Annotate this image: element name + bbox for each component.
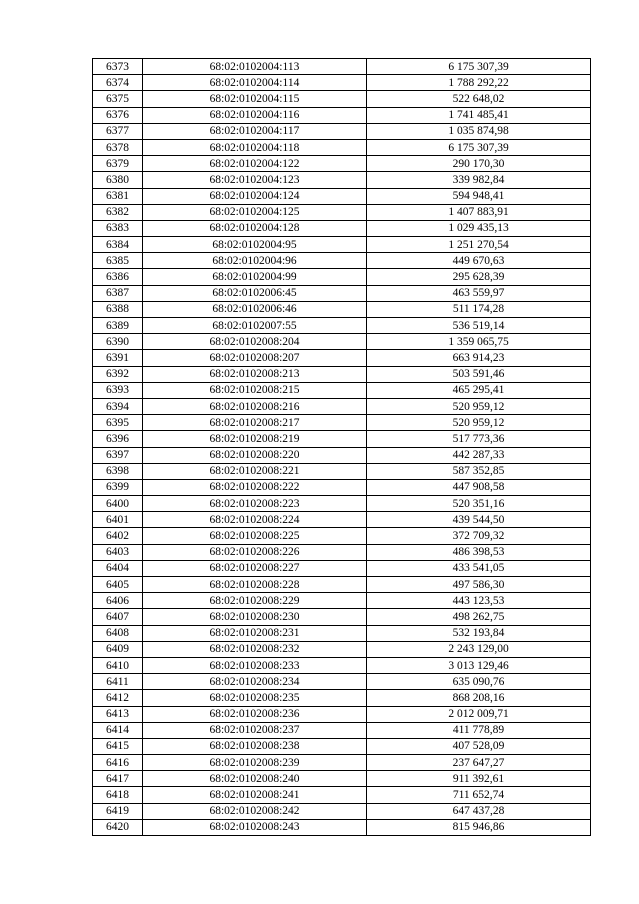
table-row	[93, 771, 591, 787]
cadastral-value-cell: 517 773,36	[367, 431, 591, 447]
table-row	[93, 463, 591, 479]
row-number-cell: 6401	[93, 512, 143, 528]
row-number-cell: 6403	[93, 544, 143, 560]
cadastral-number-cell: 68:02:0102004:122	[143, 156, 367, 172]
cadastral-number-cell: 68:02:0102008:215	[143, 382, 367, 398]
table-row	[93, 107, 591, 123]
table-row	[93, 253, 591, 269]
row-number-cell: 6396	[93, 431, 143, 447]
cadastral-value-cell: 449 670,63	[367, 253, 591, 269]
cadastral-number-cell: 68:02:0102006:45	[143, 285, 367, 301]
cadastral-number-cell: 68:02:0102008:229	[143, 593, 367, 609]
row-number-cell: 6391	[93, 350, 143, 366]
row-number-cell: 6402	[93, 528, 143, 544]
row-number-cell: 6380	[93, 172, 143, 188]
table-row	[93, 123, 591, 139]
row-number-cell: 6392	[93, 366, 143, 382]
cadastral-value-cell: 407 528,09	[367, 738, 591, 754]
cadastral-value-cell: 1 251 270,54	[367, 237, 591, 253]
cadastral-value-cell: 339 982,84	[367, 172, 591, 188]
cadastral-number-cell: 68:02:0102008:236	[143, 706, 367, 722]
row-number-cell: 6382	[93, 204, 143, 220]
cadastral-value-cell: 868 208,16	[367, 690, 591, 706]
cadastral-value-cell: 520 959,12	[367, 398, 591, 414]
table-row	[93, 593, 591, 609]
table-row	[93, 803, 591, 819]
table-row	[93, 301, 591, 317]
cadastral-number-cell: 68:02:0102008:222	[143, 479, 367, 495]
cadastral-number-cell: 68:02:0102004:117	[143, 123, 367, 139]
cadastral-value-cell: 587 352,85	[367, 463, 591, 479]
table-body	[93, 59, 591, 836]
row-number-cell: 6385	[93, 253, 143, 269]
cadastral-value-cell: 465 295,41	[367, 382, 591, 398]
cadastral-number-cell: 68:02:0102004:118	[143, 139, 367, 155]
table-row	[93, 528, 591, 544]
cadastral-number-cell: 68:02:0102008:228	[143, 577, 367, 593]
cadastral-number-cell: 68:02:0102008:223	[143, 496, 367, 512]
cadastral-value-cell: 2 012 009,71	[367, 706, 591, 722]
row-number-cell: 6418	[93, 787, 143, 803]
table-row	[93, 318, 591, 334]
table-row	[93, 479, 591, 495]
cadastral-value-cell: 3 013 129,46	[367, 657, 591, 673]
cadastral-number-cell: 68:02:0102008:217	[143, 415, 367, 431]
table-row	[93, 382, 591, 398]
row-number-cell: 6381	[93, 188, 143, 204]
cadastral-number-cell: 68:02:0102008:231	[143, 625, 367, 641]
cadastral-number-cell: 68:02:0102004:125	[143, 204, 367, 220]
row-number-cell: 6419	[93, 803, 143, 819]
table-row	[93, 706, 591, 722]
table-row	[93, 447, 591, 463]
table-row	[93, 609, 591, 625]
row-number-cell: 6413	[93, 706, 143, 722]
row-number-cell: 6378	[93, 139, 143, 155]
table-row	[93, 59, 591, 75]
row-number-cell: 6376	[93, 107, 143, 123]
cadastral-value-cell: 1 741 485,41	[367, 107, 591, 123]
cadastral-value-cell: 497 586,30	[367, 577, 591, 593]
cadastral-number-cell: 68:02:0102008:243	[143, 819, 367, 835]
row-number-cell: 6393	[93, 382, 143, 398]
cadastral-number-cell: 68:02:0102008:216	[143, 398, 367, 414]
row-number-cell: 6388	[93, 301, 143, 317]
cadastral-value-cell: 290 170,30	[367, 156, 591, 172]
cadastral-number-cell: 68:02:0102008:240	[143, 771, 367, 787]
cadastral-value-cell: 443 123,53	[367, 593, 591, 609]
cadastral-number-cell: 68:02:0102008:213	[143, 366, 367, 382]
row-number-cell: 6398	[93, 463, 143, 479]
row-number-cell: 6414	[93, 722, 143, 738]
cadastral-number-cell: 68:02:0102008:207	[143, 350, 367, 366]
cadastral-number-cell: 68:02:0102004:95	[143, 237, 367, 253]
cadastral-value-cell: 439 544,50	[367, 512, 591, 528]
cadastral-number-cell: 68:02:0102008:227	[143, 560, 367, 576]
table-row	[93, 431, 591, 447]
cadastral-number-cell: 68:02:0102004:96	[143, 253, 367, 269]
row-number-cell: 6407	[93, 609, 143, 625]
row-number-cell: 6387	[93, 285, 143, 301]
row-number-cell: 6390	[93, 334, 143, 350]
row-number-cell: 6411	[93, 674, 143, 690]
table-row	[93, 415, 591, 431]
cadastral-value-cell: 520 351,16	[367, 496, 591, 512]
row-number-cell: 6416	[93, 755, 143, 771]
row-number-cell: 6417	[93, 771, 143, 787]
row-number-cell: 6408	[93, 625, 143, 641]
cadastral-number-cell: 68:02:0102004:124	[143, 188, 367, 204]
cadastral-value-cell: 647 437,28	[367, 803, 591, 819]
cadastral-value-cell: 536 519,14	[367, 318, 591, 334]
table-row	[93, 366, 591, 382]
cadastral-value-cell: 635 090,76	[367, 674, 591, 690]
cadastral-number-cell: 68:02:0102008:230	[143, 609, 367, 625]
table-row	[93, 188, 591, 204]
cadastral-number-cell: 68:02:0102008:232	[143, 641, 367, 657]
cadastral-value-cell: 1 029 435,13	[367, 220, 591, 236]
row-number-cell: 6400	[93, 496, 143, 512]
table-row	[93, 204, 591, 220]
row-number-cell: 6395	[93, 415, 143, 431]
cadastral-value-cell: 6 175 307,39	[367, 139, 591, 155]
row-number-cell: 6410	[93, 657, 143, 673]
cadastral-value-cell: 503 591,46	[367, 366, 591, 382]
table-row	[93, 350, 591, 366]
row-number-cell: 6399	[93, 479, 143, 495]
cadastral-value-cell: 295 628,39	[367, 269, 591, 285]
cadastral-value-cell: 532 193,84	[367, 625, 591, 641]
table-row	[93, 172, 591, 188]
cadastral-value-cell: 2 243 129,00	[367, 641, 591, 657]
cadastral-value-cell: 433 541,05	[367, 560, 591, 576]
row-number-cell: 6394	[93, 398, 143, 414]
cadastral-number-cell: 68:02:0102008:225	[143, 528, 367, 544]
cadastral-number-cell: 68:02:0102008:238	[143, 738, 367, 754]
table-row	[93, 674, 591, 690]
cadastral-value-cell: 237 647,27	[367, 755, 591, 771]
cadastral-number-cell: 68:02:0102008:226	[143, 544, 367, 560]
table-row	[93, 269, 591, 285]
cadastral-number-cell: 68:02:0102008:234	[143, 674, 367, 690]
cadastral-value-cell: 522 648,02	[367, 91, 591, 107]
cadastral-value-cell: 372 709,32	[367, 528, 591, 544]
table-row	[93, 334, 591, 350]
row-number-cell: 6379	[93, 156, 143, 172]
cadastral-value-cell: 486 398,53	[367, 544, 591, 560]
table-row	[93, 722, 591, 738]
cadastral-number-cell: 68:02:0102008:239	[143, 755, 367, 771]
cadastral-value-cell: 711 652,74	[367, 787, 591, 803]
table-row	[93, 819, 591, 835]
table-row	[93, 738, 591, 754]
table-row	[93, 398, 591, 414]
row-number-cell: 6373	[93, 59, 143, 75]
row-number-cell: 6384	[93, 237, 143, 253]
table-row	[93, 512, 591, 528]
cadastral-value-cell: 1 788 292,22	[367, 75, 591, 91]
table-row	[93, 139, 591, 155]
cadastral-number-cell: 68:02:0102004:113	[143, 59, 367, 75]
row-number-cell: 6386	[93, 269, 143, 285]
cadastral-value-table	[92, 58, 591, 836]
row-number-cell: 6375	[93, 91, 143, 107]
cadastral-value-cell: 815 946,86	[367, 819, 591, 835]
cadastral-number-cell: 68:02:0102004:99	[143, 269, 367, 285]
table-row	[93, 544, 591, 560]
cadastral-value-cell: 411 778,89	[367, 722, 591, 738]
table-row	[93, 75, 591, 91]
row-number-cell: 6409	[93, 641, 143, 657]
table-row	[93, 690, 591, 706]
cadastral-value-cell: 520 959,12	[367, 415, 591, 431]
table-row	[93, 657, 591, 673]
row-number-cell: 6412	[93, 690, 143, 706]
cadastral-value-cell: 498 262,75	[367, 609, 591, 625]
cadastral-value-cell: 442 287,33	[367, 447, 591, 463]
cadastral-value-cell: 911 392,61	[367, 771, 591, 787]
table-row	[93, 625, 591, 641]
table-row	[93, 577, 591, 593]
row-number-cell: 6389	[93, 318, 143, 334]
cadastral-number-cell: 68:02:0102008:224	[143, 512, 367, 528]
cadastral-number-cell: 68:02:0102008:221	[143, 463, 367, 479]
cadastral-number-cell: 68:02:0102004:116	[143, 107, 367, 123]
table-row	[93, 220, 591, 236]
table-row	[93, 91, 591, 107]
cadastral-number-cell: 68:02:0102004:128	[143, 220, 367, 236]
row-number-cell: 6405	[93, 577, 143, 593]
cadastral-value-cell: 463 559,97	[367, 285, 591, 301]
cadastral-number-cell: 68:02:0102008:219	[143, 431, 367, 447]
table-row	[93, 560, 591, 576]
row-number-cell: 6420	[93, 819, 143, 835]
table-row	[93, 787, 591, 803]
cadastral-number-cell: 68:02:0102004:115	[143, 91, 367, 107]
cadastral-number-cell: 68:02:0102008:237	[143, 722, 367, 738]
table-row	[93, 641, 591, 657]
cadastral-value-cell: 6 175 307,39	[367, 59, 591, 75]
row-number-cell: 6374	[93, 75, 143, 91]
cadastral-value-cell: 1 359 065,75	[367, 334, 591, 350]
cadastral-value-cell: 1 035 874,98	[367, 123, 591, 139]
cadastral-value-cell: 663 914,23	[367, 350, 591, 366]
row-number-cell: 6377	[93, 123, 143, 139]
cadastral-value-cell: 511 174,28	[367, 301, 591, 317]
row-number-cell: 6397	[93, 447, 143, 463]
cadastral-number-cell: 68:02:0102008:204	[143, 334, 367, 350]
cadastral-number-cell: 68:02:0102007:55	[143, 318, 367, 334]
row-number-cell: 6415	[93, 738, 143, 754]
table-row	[93, 496, 591, 512]
cadastral-number-cell: 68:02:0102006:46	[143, 301, 367, 317]
row-number-cell: 6383	[93, 220, 143, 236]
cadastral-number-cell: 68:02:0102008:241	[143, 787, 367, 803]
row-number-cell: 6406	[93, 593, 143, 609]
cadastral-value-cell: 594 948,41	[367, 188, 591, 204]
table-row	[93, 755, 591, 771]
cadastral-number-cell: 68:02:0102008:235	[143, 690, 367, 706]
cadastral-number-cell: 68:02:0102008:220	[143, 447, 367, 463]
cadastral-number-cell: 68:02:0102004:114	[143, 75, 367, 91]
row-number-cell: 6404	[93, 560, 143, 576]
cadastral-value-cell: 447 908,58	[367, 479, 591, 495]
table-row	[93, 156, 591, 172]
cadastral-number-cell: 68:02:0102008:233	[143, 657, 367, 673]
cadastral-value-cell: 1 407 883,91	[367, 204, 591, 220]
cadastral-number-cell: 68:02:0102004:123	[143, 172, 367, 188]
table-row	[93, 285, 591, 301]
cadastral-number-cell: 68:02:0102008:242	[143, 803, 367, 819]
table-row	[93, 237, 591, 253]
